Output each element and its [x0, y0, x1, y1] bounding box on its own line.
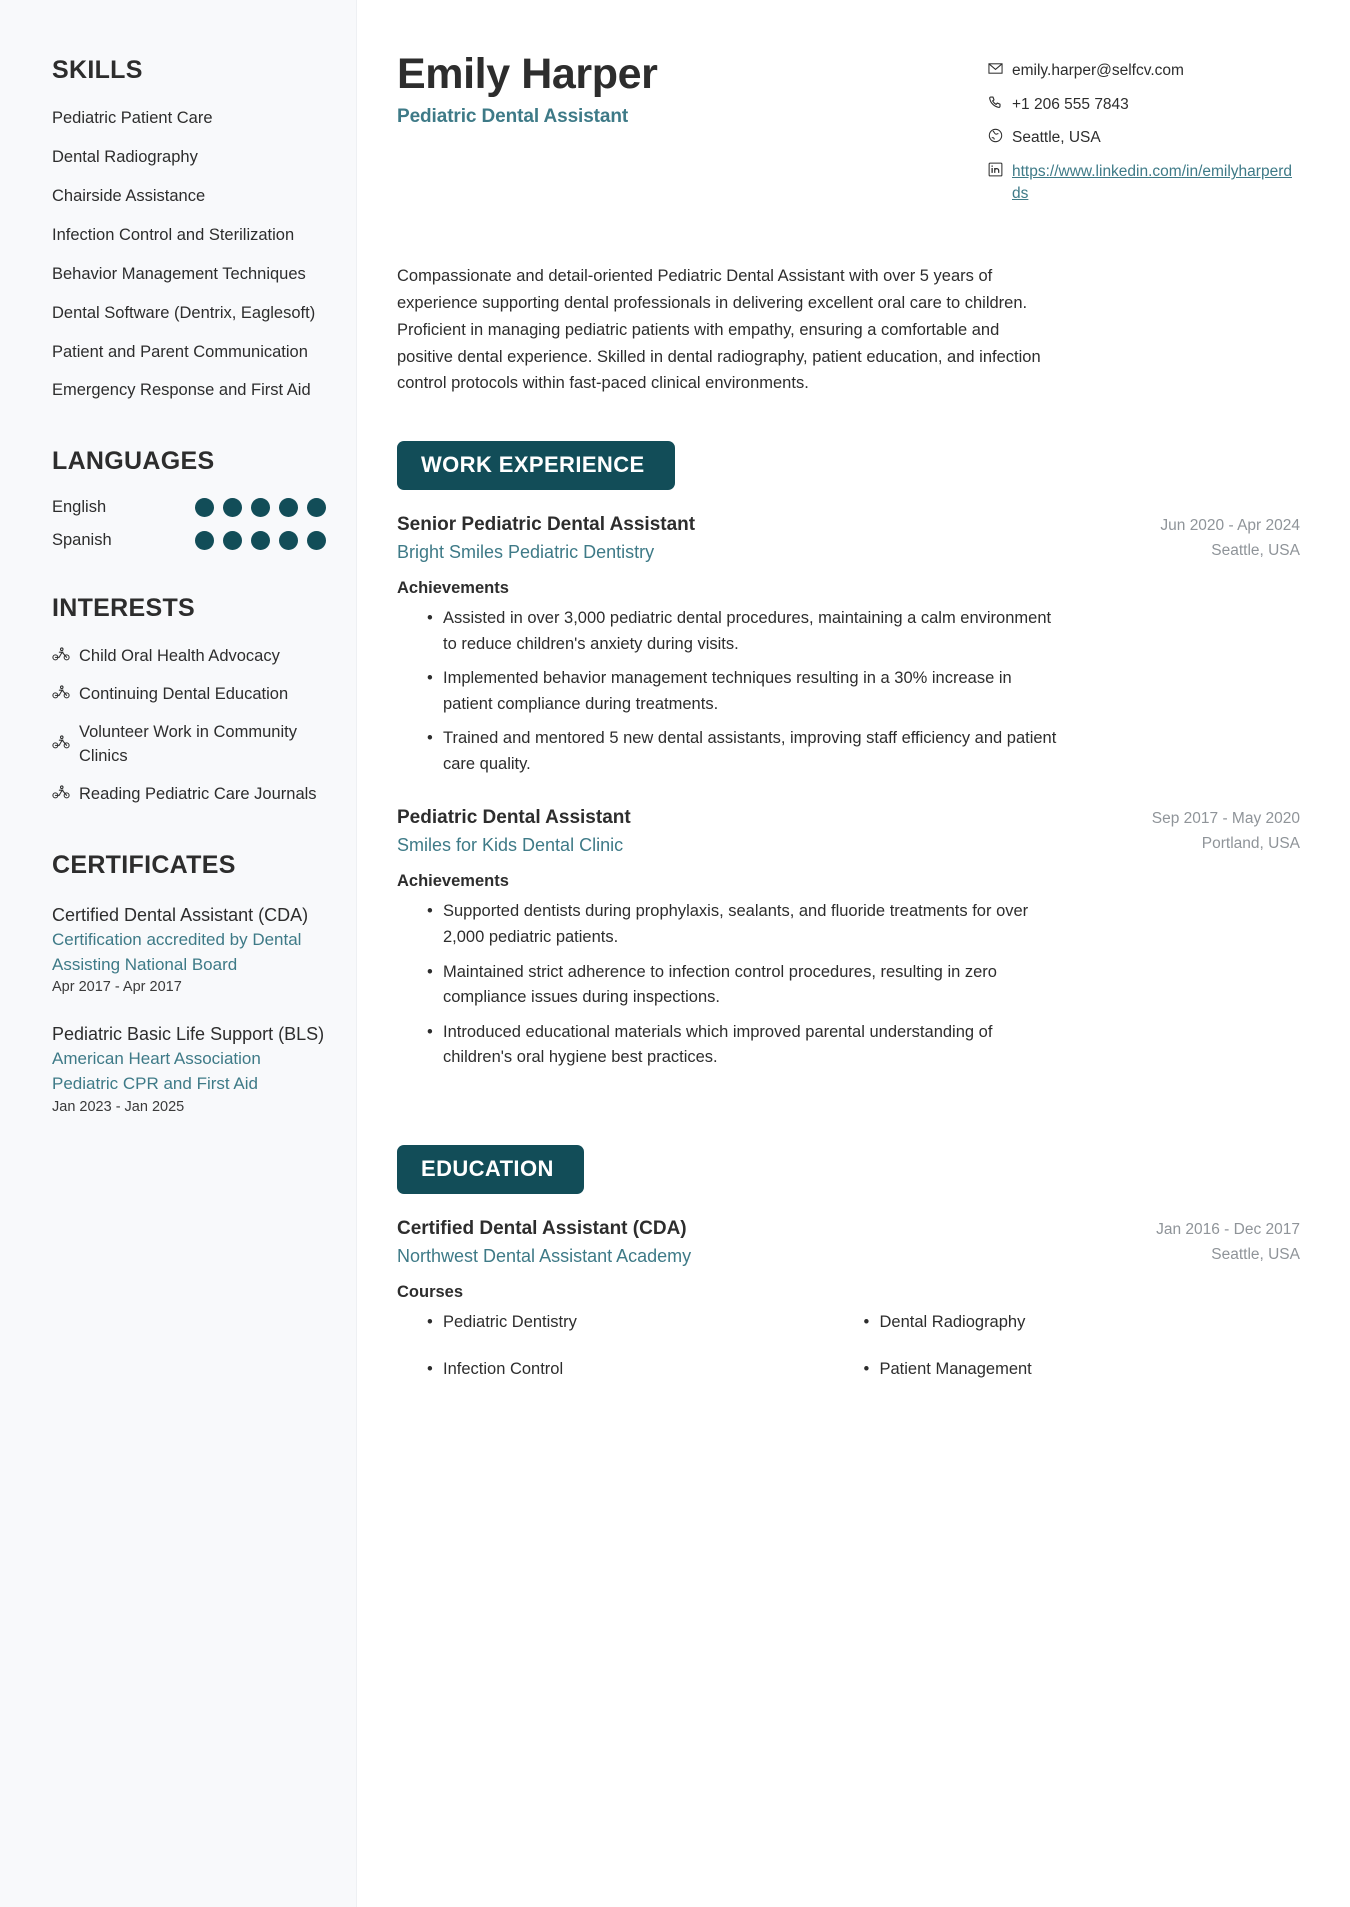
education-entry-header [397, 1218, 1300, 1267]
achievement-item: • Supported dentists during prophylaxis, sealants, and fluoride treatments for over 2,000 pediatric patients. [427, 899, 1057, 950]
header [397, 52, 1300, 215]
bicycle-icon [52, 733, 70, 757]
work-job-title: Pediatric Dental Assistant [397, 807, 631, 829]
skill-item: Pediatric Patient Care [52, 109, 213, 127]
level-dot [195, 531, 214, 550]
achievements-list [397, 899, 1300, 1070]
course-item: • Patient Management [864, 1357, 1301, 1382]
skill-item: Dental Software (Dentrix, Eaglesoft) [52, 303, 316, 322]
achievement-item: • Assisted in over 3,000 pediatric dental procedures, maintaining a calm environment to reduce children's anxiety during visits. [427, 606, 1057, 657]
certificate-date: Apr 2017 - Apr 2017 [52, 979, 182, 996]
languages-section [52, 447, 326, 550]
level-dot [195, 498, 214, 517]
interests-section [52, 594, 326, 807]
certificate-item [52, 1021, 326, 1114]
contact-phone-text: +1 206 555 7843 [1012, 95, 1129, 113]
work-entry-main [397, 807, 631, 856]
certificates-section [52, 851, 326, 1115]
courses-list [397, 1310, 1300, 1404]
language-name: English [52, 498, 107, 517]
interest-label: Child Oral Health Advocacy [79, 647, 280, 666]
contact-linkedin[interactable] [988, 161, 1300, 204]
level-dot [307, 531, 326, 550]
certificate-title: Pediatric Basic Life Support (BLS) [52, 1024, 325, 1045]
work-entry-header [397, 807, 1300, 856]
work-experience-heading: WORK EXPERIENCE [397, 441, 675, 490]
interest-item [52, 645, 326, 669]
certificate-issuer: Certification accredited by Dental Assisting National Board [52, 930, 302, 974]
skills-list [52, 107, 326, 403]
contact-email-text: emily.harper@selfcv.com [1012, 62, 1184, 79]
job-role: Pediatric Dental Assistant [397, 106, 629, 128]
achievement-item: • Trained and mentored 5 new dental assistants, improving staff efficiency and patient care quality. [427, 726, 1057, 777]
language-name: Spanish [52, 531, 112, 550]
level-dot [223, 498, 242, 517]
bicycle-icon [52, 645, 70, 669]
level-dot [307, 498, 326, 517]
envelope-icon [988, 61, 1003, 83]
skill-item: Patient and Parent Communication [52, 342, 308, 361]
phone-icon [988, 95, 1003, 117]
language-row [52, 531, 326, 550]
certificate-item [52, 902, 326, 995]
language-level-dots [195, 531, 326, 550]
interests-heading: INTERESTS [52, 594, 195, 623]
languages-heading: LANGUAGES [52, 447, 215, 476]
education-entry [397, 1218, 1300, 1404]
certificate-issuer: American Heart Association Pediatric CPR and First Aid [52, 1049, 261, 1094]
education-entry-main [397, 1218, 691, 1267]
work-entry [397, 807, 1300, 1070]
education-school: Northwest Dental Assistant Academy [397, 1245, 692, 1266]
course-item: • Dental Radiography [864, 1310, 1301, 1335]
skill-item: Infection Control and Sterilization [52, 225, 295, 244]
work-job-title: Senior Pediatric Dental Assistant [397, 514, 696, 536]
interest-label: Volunteer Work in Community Clinics [79, 723, 297, 766]
work-location: Portland, USA [1201, 835, 1300, 853]
level-dot [279, 531, 298, 550]
level-dot [223, 531, 242, 550]
bicycle-icon [52, 683, 70, 707]
interest-item [52, 721, 326, 769]
work-date-range: Sep 2017 - May 2020 [1151, 810, 1300, 828]
sidebar [0, 0, 357, 1907]
course-item: • Infection Control [427, 1357, 864, 1382]
skills-section [52, 56, 326, 403]
achievements-list [397, 606, 1300, 777]
work-company: Smiles for Kids Dental Clinic [397, 835, 624, 856]
work-company: Bright Smiles Pediatric Dentistry [397, 542, 655, 563]
course-item: • Pediatric Dentistry [427, 1310, 864, 1335]
professional-summary: Compassionate and detail-oriented Pediatric Dental Assistant with over 5 years of experience supporting dental professionals in delivering excellent oral care to children. Proficient in managing pediatric patients with empathy, ensuring a comfortable and positive dental experience. Skilled in dental radiography, patient education, and infection control protocols within fast-paced clinical environments. [397, 267, 1041, 393]
courses-label: Courses [397, 1282, 464, 1301]
work-location: Seattle, USA [1211, 542, 1300, 560]
contact-email [988, 60, 1300, 83]
skill-item: Chairside Assistance [52, 186, 206, 205]
main-content [357, 0, 1350, 1907]
language-level-dots [195, 498, 326, 517]
level-dot [279, 498, 298, 517]
education-heading: EDUCATION [397, 1145, 584, 1194]
contact-phone [988, 94, 1300, 117]
education-date-range: Jan 2016 - Dec 2017 [1156, 1220, 1300, 1238]
achievement-item: • Introduced educational materials which improved parental understanding of children's oral hygiene best practices. [427, 1020, 1057, 1071]
interest-item [52, 683, 326, 707]
contact-location-text: Seattle, USA [1012, 129, 1101, 147]
identity-block [397, 52, 658, 128]
work-entry-main [397, 514, 695, 563]
skill-item: Dental Radiography [52, 147, 198, 166]
globe-icon [988, 128, 1003, 150]
education-degree: Certified Dental Assistant (CDA) [397, 1217, 687, 1239]
certificate-title: Certified Dental Assistant (CDA) [52, 904, 309, 925]
contact-location [988, 127, 1300, 150]
education-entry-meta [1156, 1218, 1300, 1264]
certificates-heading: CERTIFICATES [52, 850, 236, 879]
achievement-item: • Maintained strict adherence to infection control procedures, resulting in zero compliance issues during inspections. [427, 960, 1057, 1011]
achievement-item: • Implemented behavior management techniques resulting in a 30% increase in patient compliance during treatments. [427, 666, 1057, 717]
achievements-label: Achievements [397, 872, 509, 891]
certificate-date: Jan 2023 - Jan 2025 [52, 1098, 185, 1115]
education-location: Seattle, USA [1211, 1245, 1300, 1263]
work-entry-meta [1152, 807, 1300, 853]
level-dot [251, 498, 270, 517]
work-date-range: Jun 2020 - Apr 2024 [1160, 517, 1300, 535]
linkedin-icon [988, 162, 1003, 184]
work-entry [397, 514, 1300, 777]
language-row [52, 498, 326, 517]
level-dot [251, 531, 270, 550]
skills-heading: SKILLS [52, 56, 143, 84]
interest-label: Reading Pediatric Care Journals [79, 785, 317, 804]
skill-item: Emergency Response and First Aid [52, 381, 311, 400]
contact-linkedin-link[interactable]: https://www.linkedin.com/in/emilyharperdds [1012, 163, 1292, 202]
work-entry-meta [1160, 514, 1300, 560]
achievements-label: Achievements [397, 579, 509, 598]
skill-item: Behavior Management Techniques [52, 264, 306, 283]
page-title: Emily Harper [397, 50, 658, 98]
bicycle-icon [52, 783, 70, 807]
work-entry-header [397, 514, 1300, 563]
contact-list [988, 52, 1300, 215]
interest-item [52, 783, 326, 807]
interest-label: Continuing Dental Education [79, 685, 289, 704]
